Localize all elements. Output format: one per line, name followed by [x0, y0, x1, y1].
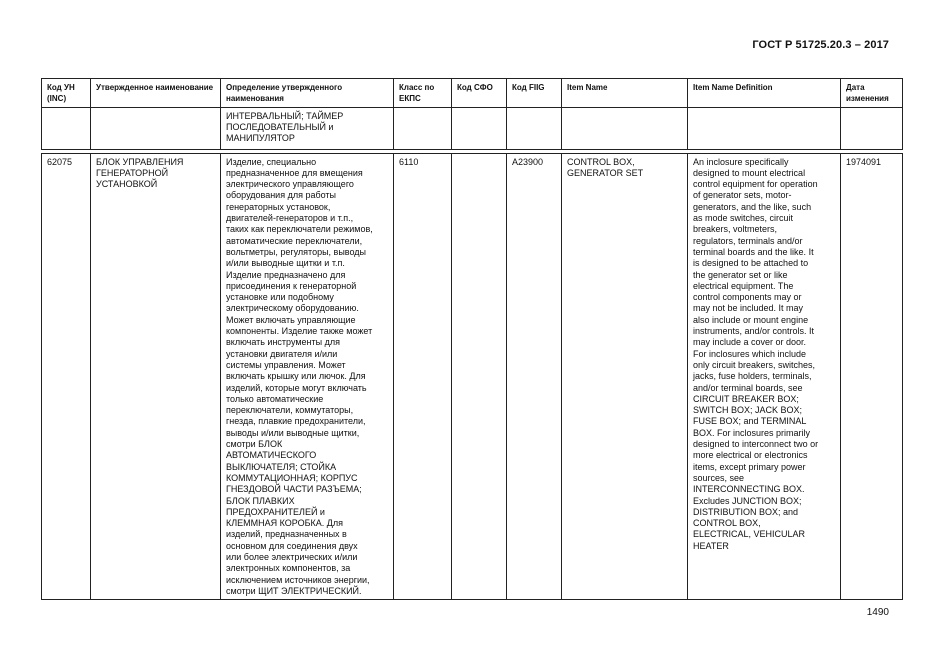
text-line: DISTRIBUTION BOX; and	[693, 506, 799, 517]
cell-item-name	[562, 153, 688, 600]
text-line: оборудования для работы	[226, 190, 337, 201]
column-header-item-name-definition: Item Name Definition	[688, 79, 841, 108]
text-line: CONTROL BOX,	[693, 518, 761, 529]
text-line: Может включать управляющие	[226, 314, 356, 325]
text-line: ГНЕЗДОВОЙ ЧАСТИ РАЗЪЕМА;	[226, 484, 362, 495]
text-line: только автоматические	[226, 393, 324, 404]
text-line: выводы и/или выводные щитки,	[226, 427, 360, 438]
text-line: also include or mount engine	[693, 314, 809, 325]
text-line: включать инструменты для	[226, 337, 340, 348]
cell-sfo-code	[452, 107, 507, 149]
item-name-definition-text	[693, 157, 835, 552]
text-line: Excludes JUNCTION BOX;	[693, 495, 802, 506]
cell-ekps-class: 6110	[394, 153, 452, 600]
text-line: more electrical or electronics	[693, 450, 808, 461]
text-line: основном для соединения двух	[226, 540, 358, 551]
column-header-sfo-code: Код СФО	[452, 79, 507, 108]
cell-item-name	[562, 107, 688, 149]
text-line: INTERCONNECTING BOX.	[693, 484, 805, 495]
text-line: may include a cover or door.	[693, 337, 807, 348]
text-line: присоединения к генераторной	[226, 280, 357, 291]
text-line: изделий, предназначенных в	[226, 529, 347, 540]
text-line: control components may or	[693, 292, 802, 303]
text-line: the generator set or like	[693, 269, 788, 280]
text-line: включать крышку или лючок. Для	[226, 371, 366, 382]
text-line: КОММУТАЦИОННАЯ; КОРПУС	[226, 472, 358, 483]
cell-definition	[221, 107, 394, 149]
text-line: ВЫКЛЮЧАТЕЛЯ; СТОЙКА	[226, 461, 337, 472]
text-line: КЛЕММНАЯ КОРОБКА. Для	[226, 518, 343, 529]
column-header-fiig-code: Код FIIG	[507, 79, 562, 108]
text-line: CONTROL BOX,	[567, 156, 635, 167]
text-line: изделий, которые могут включать	[226, 382, 367, 393]
text-line: regulators, terminals and/or	[693, 235, 803, 246]
definition-text	[226, 157, 388, 598]
cell-sfo-code	[452, 153, 507, 600]
text-line: исключением источников энергии,	[226, 574, 370, 585]
text-line: instruments, and/or controls. It	[693, 326, 815, 337]
cell-fiig-code: A23900	[507, 153, 562, 600]
text-line: ПРЕДОХРАНИТЕЛЕЙ и	[226, 506, 325, 517]
text-line: CIRCUIT BREAKER BOX;	[693, 393, 799, 404]
table-header-row	[42, 79, 903, 108]
cell-item-name-definition	[688, 153, 841, 600]
text-line: электрическому оборудованию.	[226, 303, 359, 314]
text-line: и/или выводные щитки и т.п.	[226, 258, 345, 269]
text-line: или более электрических и/или	[226, 551, 358, 562]
item-name-text	[567, 157, 682, 180]
text-line: гнезда, плавкие предохранители,	[226, 416, 366, 427]
text-line: sources, see	[693, 472, 745, 483]
text-line: generators, and the like, such	[693, 201, 812, 212]
text-line: АВТОМАТИЧЕСКОГО	[226, 450, 317, 461]
text-line: системы управления. Может	[226, 359, 346, 370]
text-line: компоненты. Изделие также может	[226, 326, 373, 337]
text-line: designed to mount electrical	[693, 167, 806, 178]
text-line: двигателей-генераторов и т.п.,	[226, 213, 354, 224]
cell-change-date	[841, 107, 903, 149]
text-line: переключатели, коммутаторы,	[226, 405, 354, 416]
text-line: Изделие, специально	[226, 156, 317, 167]
text-line: установки двигателя и/или	[226, 348, 338, 359]
text-line: is designed to be attached to	[693, 258, 809, 269]
text-line: may not be included. It may	[693, 303, 804, 314]
cell-fiig-code	[507, 107, 562, 149]
text-line: электрического управляющего	[226, 179, 354, 190]
text-line: электронных компонентов, за	[226, 563, 351, 574]
column-header-change-date: Дата изменения	[841, 79, 903, 108]
text-line: автоматические переключатели,	[226, 235, 363, 246]
text-line: An inclosure specifically	[693, 156, 789, 167]
text-line: control equipment for operation	[693, 179, 818, 190]
text-line: установке или подобному	[226, 292, 334, 303]
cell-inc: 62075	[42, 153, 91, 600]
text-line: МАНИПУЛЯТОР	[226, 133, 295, 144]
document-header-title: ГОСТ Р 51725.20.3 – 2017	[752, 39, 889, 51]
text-line: Изделие предназначено для	[226, 269, 346, 280]
text-line: of generator sets, motor-	[693, 190, 792, 201]
text-line: ELECTRICAL, VEHICULAR	[693, 529, 806, 540]
column-header-definition: Определение утвержденного наименования	[221, 79, 394, 108]
text-line: electrical equipment. The	[693, 280, 794, 291]
cell-ekps-class	[394, 107, 452, 149]
table-row	[42, 153, 903, 600]
text-line: designed to interconnect two or	[693, 439, 819, 450]
nomenclature-table	[41, 78, 903, 600]
cell-change-date: 1974091	[841, 153, 903, 600]
text-line: смотри БЛОК	[226, 439, 283, 450]
text-line: ПОСЛЕДОВАТЕЛЬНЫЙ и	[226, 121, 334, 132]
cell-inc	[42, 107, 91, 149]
cell-definition	[221, 153, 394, 600]
text-line: ГЕНЕРАТОРНОЙ	[96, 167, 169, 178]
page-number: 1490	[866, 607, 889, 618]
text-line: БЛОК ПЛАВКИХ	[226, 495, 295, 506]
text-line: and/or terminal boards, see	[693, 382, 803, 393]
text-line: items, except primary power	[693, 461, 806, 472]
text-line: смотри ЩИТ ЭЛЕКТРИЧЕСКИЙ.	[226, 585, 362, 596]
column-header-ekps-class: Класс по ЕКПС	[394, 79, 452, 108]
column-header-approved-name: Утвержденное наименование	[91, 79, 221, 108]
text-line: БЛОК УПРАВЛЕНИЯ	[96, 156, 184, 167]
cell-approved-name	[91, 107, 221, 149]
text-line: HEATER	[693, 540, 729, 551]
text-line: таких как переключатели режимов,	[226, 224, 373, 235]
text-line: предназначенное для вмещения	[226, 167, 363, 178]
definition-text	[226, 111, 388, 145]
text-line: as mode switches, circuit	[693, 213, 794, 224]
text-line: terminal boards and the like. It	[693, 246, 814, 257]
text-line: only circuit breakers, switches,	[693, 359, 816, 370]
text-line: FUSE BOX; and TERMINAL	[693, 416, 807, 427]
cell-item-name-definition	[688, 107, 841, 149]
table-row-continuation	[42, 107, 903, 149]
text-line: For inclosures which include	[693, 348, 807, 359]
column-header-inc: Код УН (INC)	[42, 79, 91, 108]
text-line: breakers, voltmeters,	[693, 224, 778, 235]
text-line: вольтметры, регуляторы, выводы	[226, 246, 367, 257]
text-line: BOX. For inclosures primarily	[693, 427, 811, 438]
text-line: ИНТЕРВАЛЬНЫЙ; ТАЙМЕР	[226, 110, 344, 121]
approved-name-text	[96, 157, 215, 191]
text-line: jacks, fuse holders, terminals,	[693, 371, 812, 382]
text-line: генераторных установок,	[226, 201, 331, 212]
cell-approved-name	[91, 153, 221, 600]
text-line: SWITCH BOX; JACK BOX;	[693, 405, 803, 416]
column-header-item-name: Item Name	[562, 79, 688, 108]
text-line: GENERATOR SET	[567, 167, 644, 178]
text-line: УСТАНОВКОЙ	[96, 179, 158, 190]
